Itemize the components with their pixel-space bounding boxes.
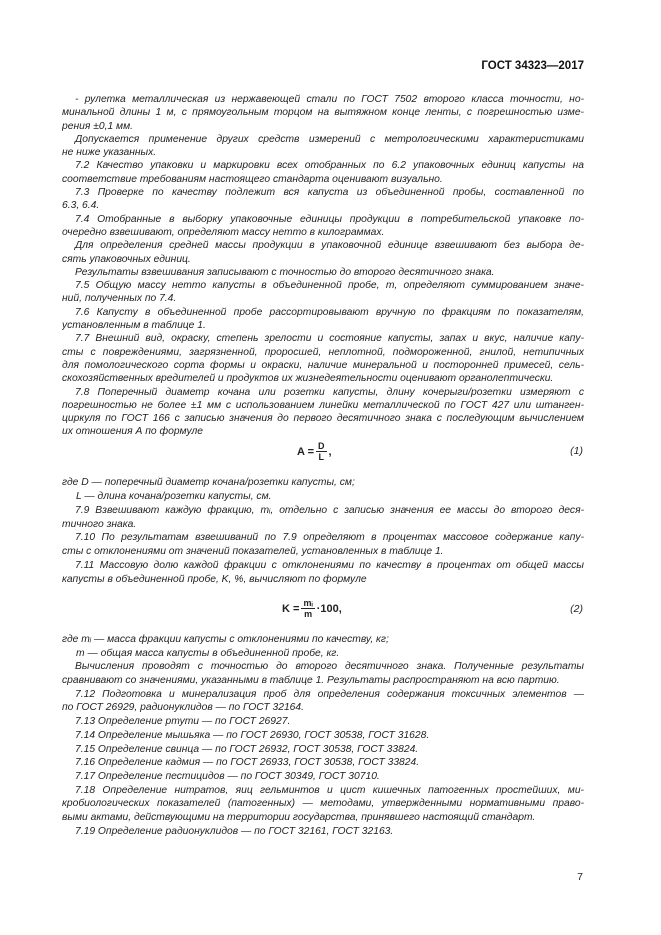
- text-line: 7.11 Массовую долю каждой фракции с отклонениями по качеству в процентах от общей массы: [75, 560, 584, 572]
- text-line: 6.3, 6.4.: [62, 200, 100, 212]
- text-line: сять упаковочных единиц.: [62, 253, 191, 265]
- text-line: 7.16 Определение кадмия — по ГОСТ 26933, ГОСТ 30538, ГОСТ 33824.: [75, 757, 420, 769]
- text-line: минальной длины 1 м, с прямоугольным торцом на вытяжном конце ленты, с погрешностью изме-: [62, 107, 584, 119]
- text-block-7-11-to-7-19: [62, 633, 584, 838]
- text-line: - рулетка металлическая из нержавеющей стали по ГОСТ 7502 второго класса точности, но-: [75, 94, 584, 105]
- denominator: m: [304, 609, 313, 619]
- text-line: по ГОСТ 26929, радионуклидов — по ГОСТ 32164.: [62, 702, 305, 714]
- text-line: 7.3 Проверке по качеству подлежит вся капуста из объединенной пробы, составленной по: [75, 187, 584, 199]
- text-line: Вычисления проводят с точностью до второго десятичного знака. Полученные результаты: [75, 661, 584, 673]
- text-line: Для определения средней массы продукции в упаковочной единице взвешивают без выбора де-: [75, 240, 584, 252]
- formula-2: [282, 598, 342, 619]
- text-line: 7.14 Определение мышьяка — по ГОСТ 26930, ГОСТ 30538, ГОСТ 31628.: [75, 729, 430, 741]
- fraction: [316, 441, 327, 462]
- text-line: 7.7 Внешний вид, окраску, степень зрелости и состояние капусты, запах и вкус, наличие капу-: [75, 333, 584, 345]
- text-line: 7.6 Капусту в объединенной пробе рассортировывают вручную по фракциям по показателям,: [75, 306, 584, 318]
- text-line: m — общая масса капусты в объединенной пробе, кг.: [76, 647, 340, 659]
- text-line: 7.15 Определение свинца — по ГОСТ 26932, ГОСТ 30538, ГОСТ 33824.: [75, 743, 419, 755]
- document-code-header: ГОСТ 34323—2017: [481, 60, 584, 72]
- text-block-7-8-to-7-11: [62, 476, 584, 587]
- text-line: соответствие требованиям настоящего стандарта оценивают визуально.: [62, 173, 443, 185]
- text-line: сты с повреждениями, загрязненной, проросшей, неплотной, подмороженной, гнилой, нетипичных: [62, 346, 584, 358]
- text-line: циркуля по ГОСТ 166 с записью значения до первого десятичного знака с последующим вычислением: [62, 413, 584, 425]
- text-line: 7.19 Определение радионуклидов — по ГОСТ 32161, ГОСТ 32163.: [75, 825, 394, 837]
- numerator: mᵢ: [303, 598, 313, 608]
- text-line: Результаты взвешивания записывают с точностью до второго десятичного знака.: [75, 266, 495, 278]
- fraction: [301, 598, 314, 619]
- text-line: тичного знака.: [62, 518, 137, 530]
- text-line: не ниже указанных.: [62, 147, 157, 159]
- text-line: их отношения А по формуле: [62, 426, 204, 438]
- text-line: 7.9 Взвешивают каждую фракцию, mᵢ, отдельно с записью значения ее массы до второго деся-: [75, 504, 584, 516]
- text-line: сравнивают со значениями, указанными в таблице 1. Результаты распространяют на всю партию.: [62, 675, 560, 687]
- page-number: 7: [577, 871, 583, 883]
- text-line: капусты в объединенной пробе, K, %, вычисляют по формуле: [62, 573, 367, 585]
- text-line: Допускается применение других средств измерений с метрологическими характеристиками: [75, 133, 584, 145]
- text-line: установленным в таблице 1.: [62, 320, 206, 332]
- text-line: 7.5 Общую массу нетто капусты в объединенной пробе, m, определяют суммированием значе-: [75, 280, 584, 292]
- text-line: 7.2 Качество упаковки и маркировки всех отобранных по 6.2 упаковочных единиц капусты на: [75, 160, 584, 172]
- formula-tail: ·100,: [316, 602, 342, 615]
- formula-tail: ,: [328, 445, 332, 458]
- text-line: погрешностью не более ±1 мм с использованием линейки металлической по ГОСТ 427 или штанген-: [62, 399, 584, 411]
- text-block-7-1-to-7-8: [62, 93, 584, 439]
- text-line: 7.18 Определение нитратов, яиц гельминтов и цист кишечных патогенных простейших, ми-: [75, 784, 584, 796]
- text-line: скохозяйственных вредителей и продуктов их жизнедеятельности оценивают органолептически.: [62, 373, 554, 385]
- text-line: 7.10 По результатам взвешиваний по 7.9 определяют в процентах массовое содержание капу-: [75, 532, 584, 544]
- text-line: ний, полученных по 7.4.: [62, 293, 177, 305]
- formula-lhs: K =: [282, 602, 300, 615]
- formula-1: [297, 441, 332, 462]
- numerator: D: [318, 441, 325, 451]
- text-line: очередно взвешивают, определяют массу нетто в килограммах.: [62, 226, 385, 238]
- text-line: 7.17 Определение пестицидов — по ГОСТ 30349, ГОСТ 30710.: [75, 770, 380, 782]
- text-line: кробиологических показателей (патогенных) — методами, утвержденными нормативными право-: [62, 798, 584, 810]
- text-line: 7.13 Определение ртути — по ГОСТ 26927.: [75, 716, 291, 728]
- text-line: рения ±0,1 мм.: [62, 120, 134, 132]
- denominator: L: [318, 452, 325, 462]
- text-line: L — длина кочана/розетки капусты, см.: [76, 490, 272, 502]
- formula-lhs: A =: [297, 445, 315, 458]
- text-line: для помологического сорта формы и окраски, наличие минеральной и посторонней примесей, сель-: [62, 359, 584, 371]
- text-line: 7.12 Подготовка и минерализация проб для определения содержания токсичных элементов —: [75, 688, 584, 700]
- text-line: где mᵢ — масса фракции капусты с отклонениями по качеству, кг;: [62, 634, 389, 645]
- text-line: выми актами, действующими на территории государства, принявшего настоящий стандарт.: [62, 811, 536, 823]
- text-line: 7.4 Отобранные в выборку упаковочные единицы продукции в потребительской упаковке по-: [75, 213, 584, 225]
- equation-number-1: (1): [570, 445, 583, 457]
- text-line: где D — поперечный диаметр кочана/розетки капусты, см;: [62, 477, 355, 488]
- text-line: сты с отклонениями от значений показателей, установленных в таблице 1.: [62, 546, 444, 558]
- equation-number-2: (2): [570, 603, 583, 615]
- text-line: 7.8 Поперечный диаметр кочана или розетки капусты, длину кочерыги/розетки измеряют с: [75, 386, 584, 398]
